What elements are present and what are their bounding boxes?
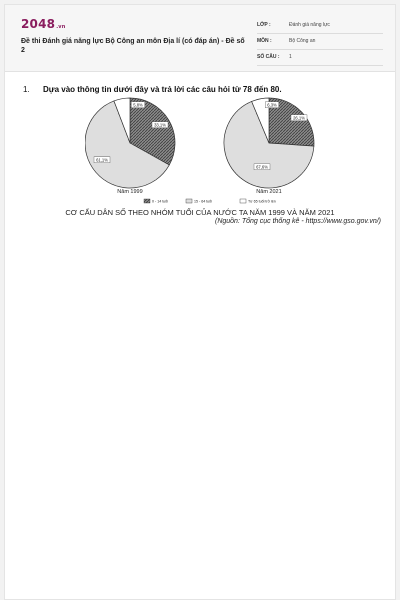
pie-charts-figure [85, 93, 315, 207]
pie-title-1: Năm 2021 [256, 189, 282, 195]
meta-key: MÔN : [257, 38, 272, 44]
svg-text:67,6%: 67,6% [256, 164, 268, 170]
meta-row-class [257, 18, 383, 34]
meta-value: Đánh giá năng lực [289, 22, 330, 28]
document-page [4, 4, 396, 600]
svg-text:61,1%: 61,1% [96, 157, 108, 163]
pie-data-label-0-1 [94, 157, 110, 163]
meta-value: 1 [289, 54, 292, 60]
svg-text:15 - 64 tuổi: 15 - 64 tuổi [194, 199, 212, 204]
meta-row-subject [257, 34, 383, 50]
meta-value: Bộ Công an [289, 38, 316, 44]
meta-key: LỚP : [257, 22, 271, 28]
pie-data-label-1-2 [265, 102, 278, 108]
document-meta [257, 18, 383, 66]
document-title: Đề thi Đánh giá năng lực Bộ Công an môn Địa lí (có đáp án) - Đề số 2 [21, 38, 245, 54]
pie-data-label-0-2 [131, 102, 144, 108]
svg-text:0 - 14 tuổi: 0 - 14 tuổi [152, 199, 168, 204]
svg-text:Từ 65 tuổi trở lên: Từ 65 tuổi trở lên [248, 199, 276, 204]
pie-data-label-1-0 [291, 115, 307, 121]
meta-row-count [257, 50, 383, 66]
pie-title-0: Năm 1999 [117, 189, 143, 195]
question-text: Dựa vào thông tin dưới đây và trả lời các câu hỏi từ 78 đến 80. [43, 85, 282, 94]
svg-text:6,3%: 6,3% [267, 102, 277, 108]
svg-text:5,8%: 5,8% [133, 102, 143, 108]
legend-item-age-0-14 [144, 199, 168, 204]
pie-data-label-0-0 [152, 122, 168, 128]
meta-key: SỐ CÂU : [257, 54, 280, 60]
document-header [5, 5, 395, 72]
pie-data-label-1-1 [254, 164, 270, 170]
svg-text:26,1%: 26,1% [293, 115, 305, 121]
figure-source: (Nguồn: Tổng cục thống kê - https://www.gso.gov.vn/) [214, 218, 381, 225]
legend-item-age-65-plus [240, 199, 276, 204]
legend-item-age-15-64 [186, 199, 212, 204]
question-number: 1. [23, 85, 30, 94]
site-logo[interactable]: 2048.vn [21, 17, 66, 31]
figure-caption: CƠ CẤU DÂN SỐ THEO NHÓM TUỔI CỦA NƯỚC TA NĂM 1999 VÀ NĂM 2021 [65, 208, 335, 217]
svg-text:33,1%: 33,1% [154, 122, 166, 128]
